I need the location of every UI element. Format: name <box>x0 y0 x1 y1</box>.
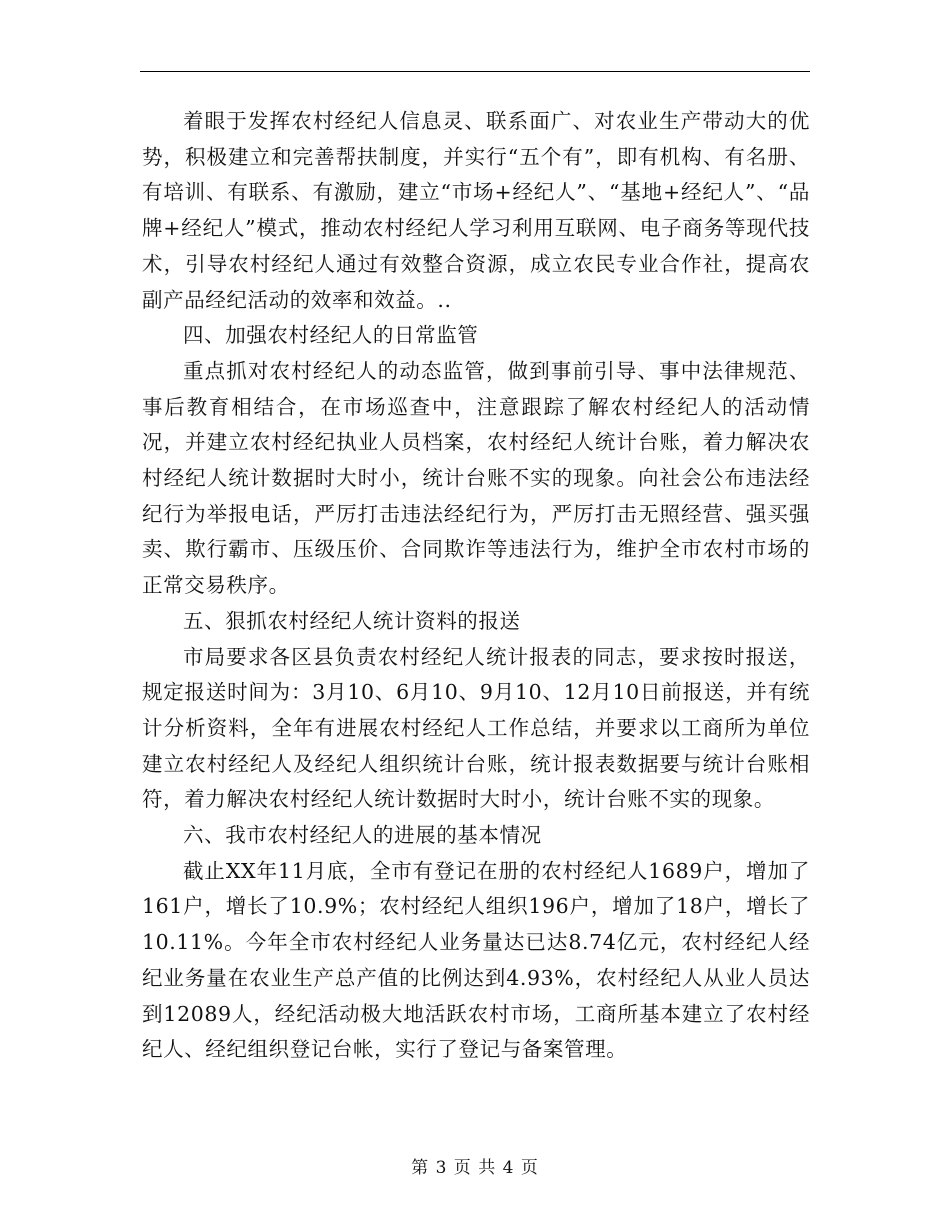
section-heading-supervision: 四、加强农村经纪人的日常监管 <box>183 323 479 348</box>
paragraph-cooperation: 着眼于发挥农村经纪人信息灵、联系面广、对农业生产带动大的优势，积极建立和完善帮扶制度，并实行“五个有”，即有机构、有名册、有培训、有联系、有激励，建立“市场+经纪人”、“基地+经纪人”、“品牌+经纪人”模式，推动农村经纪人学习利用互联网、电子商务等现代技术，引导农村经纪人通过有效整合资源，成立农民专业合作社，提高农副产品经纪活动的效率和效益。.. <box>142 109 810 312</box>
page-footer <box>0 1153 950 1178</box>
header-rule <box>140 71 810 72</box>
footer-prefix: 第 <box>411 1158 430 1178</box>
section-heading-statistics: 五、狠抓农村经纪人统计资料的报送 <box>183 608 521 633</box>
footer-current-page: 3 <box>435 1158 448 1178</box>
paragraph-statistics: 市局要求各区县负责农村经纪人统计报表的同志，要求按时报送，规定报送时间为：3月10、6月10、9月10、12月10日前报送，并有统计分析资料，全年有进展农村经纪人工作总结，并要求以工商所为单位建立农村经纪人及经纪人组织统计台账，统计报表数据要与统计台账相符，着力解决农村经纪人统计数据时大时小，统计台账不实的现象。 <box>142 644 810 812</box>
footer-total-pages: 4 <box>502 1158 515 1178</box>
section-heading-progress: 六、我市农村经纪人的进展的基本情况 <box>183 823 542 848</box>
paragraph-progress: 截止XX年11月底，全市有登记在册的农村经纪人1689户，增加了161户，增长了10.9%；农村经纪人组织196户，增加了18户，增长了10.11%。今年全市农村经纪人业务量达已达8.74亿元，农村经纪人经纪业务量在农业生产总产值的比例达到4.93%，农村经纪人从业人员达到12089人，经纪活动极大地活跃农村市场，工商所基本建立了农村经纪人、经纪组织登记台帐，实行了登记与备案管理。 <box>142 858 810 1062</box>
footer-suffix: 页 <box>520 1158 539 1178</box>
document-body <box>142 104 810 1068</box>
footer-middle: 页 共 <box>453 1158 497 1178</box>
paragraph-supervision: 重点抓对农村经纪人的动态监管，做到事前引导、事中法律规范、事后教育相结合，在市场巡查中，注意跟踪了解农村经纪人的活动情况，并建立农村经纪执业人员档案，农村经纪人统计台账，着力解决农村经纪人统计数据时大时小，统计台账不实的现象。向社会公布违法经纪行为举报电话，严厉打击违法经纪行为，严厉打击无照经营、强买强卖、欺行霸市、压级压价、合同欺诈等违法行为，维护全市农村市场的正常交易秩序。 <box>142 358 810 598</box>
